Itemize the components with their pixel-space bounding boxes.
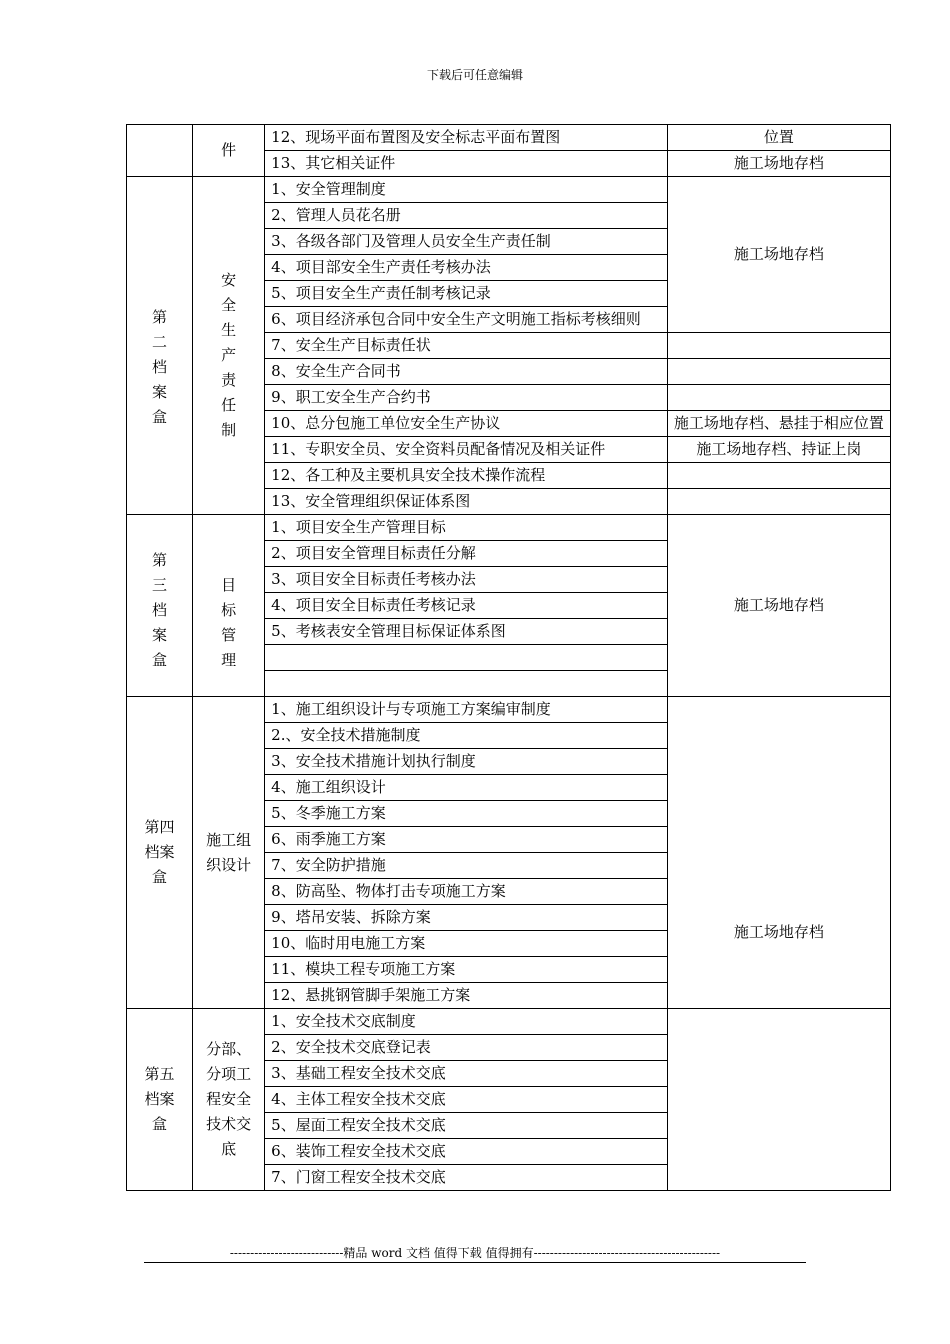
item-cell: 9、塔吊安装、拆除方案 — [265, 905, 668, 931]
item-cell: 10、临时用电施工方案 — [265, 931, 668, 957]
item-cell — [265, 671, 668, 697]
table-row — [127, 515, 891, 541]
table-row — [127, 697, 891, 723]
box-label-text: 第四档案盒 — [144, 818, 175, 886]
item-cell: 2、管理人员花名册 — [265, 203, 668, 229]
item-cell: 11、模块工程专项施工方案 — [265, 957, 668, 983]
item-cell: 7、安全防护措施 — [265, 853, 668, 879]
category-label-text: 分部、分项工程安全技术交底 — [206, 1040, 252, 1158]
note-cell — [667, 385, 890, 411]
item-cell: 4、施工组织设计 — [265, 775, 668, 801]
table-row — [127, 177, 891, 203]
item-cell: 5、考核表安全管理目标保证体系图 — [265, 619, 668, 645]
box-label — [127, 515, 193, 697]
item-cell: 3、各级各部门及管理人员安全生产责任制 — [265, 229, 668, 255]
page-header: 下载后可任意编辑 — [426, 68, 523, 82]
archive-table — [126, 124, 891, 1191]
item-cell: 10、总分包施工单位安全生产协议 — [265, 411, 668, 437]
category-label-text: 安全生产责任制 — [221, 271, 237, 439]
item-cell: 2.、安全技术措施制度 — [265, 723, 668, 749]
item-cell: 6、雨季施工方案 — [265, 827, 668, 853]
category-label — [193, 1009, 265, 1191]
category-label-text: 施工组织设计 — [206, 830, 252, 874]
item-cell: 2、项目安全管理目标责任分解 — [265, 541, 668, 567]
item-cell: 11、专职安全员、安全资料员配备情况及相关证件 — [265, 437, 668, 463]
note-cell — [667, 333, 890, 359]
page-footer: ----------------------------精品 word 文档 值得下载 值得拥有---------------------------------------------- — [229, 1246, 721, 1260]
note-cell: 位置 — [667, 125, 890, 151]
item-cell: 3、安全技术措施计划执行制度 — [265, 749, 668, 775]
box-label-text: 第五档案盒 — [144, 1065, 175, 1133]
category-label — [193, 515, 265, 697]
item-cell: 3、项目安全目标责任考核办法 — [265, 567, 668, 593]
item-cell: 12、悬挑钢管脚手架施工方案 — [265, 983, 668, 1009]
box-label — [127, 177, 193, 515]
note-cell: 施工场地存档 — [667, 177, 890, 333]
item-cell: 13、其它相关证件 — [265, 151, 668, 177]
item-cell: 7、门窗工程安全技术交底 — [265, 1165, 668, 1191]
category-label-text: 目标管理 — [221, 575, 237, 669]
item-cell: 1、施工组织设计与专项施工方案编审制度 — [265, 697, 668, 723]
item-cell: 1、项目安全生产管理目标 — [265, 515, 668, 541]
table-row — [127, 125, 891, 151]
item-cell: 6、装饰工程安全技术交底 — [265, 1139, 668, 1165]
item-cell: 12、各工种及主要机具安全技术操作流程 — [265, 463, 668, 489]
note-cell: 施工场地存档 — [667, 515, 890, 697]
item-cell: 12、现场平面布置图及安全标志平面布置图 — [265, 125, 668, 151]
footer-rule — [144, 1262, 806, 1263]
note-cell: 施工场地存档 — [667, 697, 890, 1009]
item-cell — [265, 645, 668, 671]
item-cell: 2、安全技术交底登记表 — [265, 1035, 668, 1061]
item-cell: 5、项目安全生产责任制考核记录 — [265, 281, 668, 307]
note-cell — [667, 359, 890, 385]
item-cell: 7、安全生产目标责任状 — [265, 333, 668, 359]
item-cell: 1、安全技术交底制度 — [265, 1009, 668, 1035]
item-cell: 4、主体工程安全技术交底 — [265, 1087, 668, 1113]
item-cell: 5、屋面工程安全技术交底 — [265, 1113, 668, 1139]
item-cell: 6、项目经济承包合同中安全生产文明施工指标考核细则 — [265, 307, 668, 333]
note-cell: 施工场地存档、持证上岗 — [667, 437, 890, 463]
note-cell: 施工场地存档 — [667, 151, 890, 177]
box-label-text: 第二档案盒 — [152, 308, 168, 426]
item-cell: 13、安全管理组织保证体系图 — [265, 489, 668, 515]
table-row — [127, 1009, 891, 1035]
note-cell: 施工场地存档、悬挂于相应位置 — [667, 411, 890, 437]
category-label — [193, 697, 265, 1009]
item-cell: 4、项目部安全生产责任考核办法 — [265, 255, 668, 281]
item-cell: 5、冬季施工方案 — [265, 801, 668, 827]
note-cell — [667, 489, 890, 515]
category-cell: 件 — [193, 125, 265, 177]
item-cell: 8、安全生产合同书 — [265, 359, 668, 385]
note-cell — [667, 1009, 890, 1191]
box-label-text: 第三档案盒 — [152, 551, 168, 669]
box-label — [127, 697, 193, 1009]
item-cell: 8、防高坠、物体打击专项施工方案 — [265, 879, 668, 905]
item-cell: 3、基础工程安全技术交底 — [265, 1061, 668, 1087]
category-label — [193, 177, 265, 515]
box-cell — [127, 125, 193, 177]
item-cell: 4、项目安全目标责任考核记录 — [265, 593, 668, 619]
note-cell — [667, 463, 890, 489]
item-cell: 9、职工安全生产合约书 — [265, 385, 668, 411]
box-label — [127, 1009, 193, 1191]
item-cell: 1、安全管理制度 — [265, 177, 668, 203]
